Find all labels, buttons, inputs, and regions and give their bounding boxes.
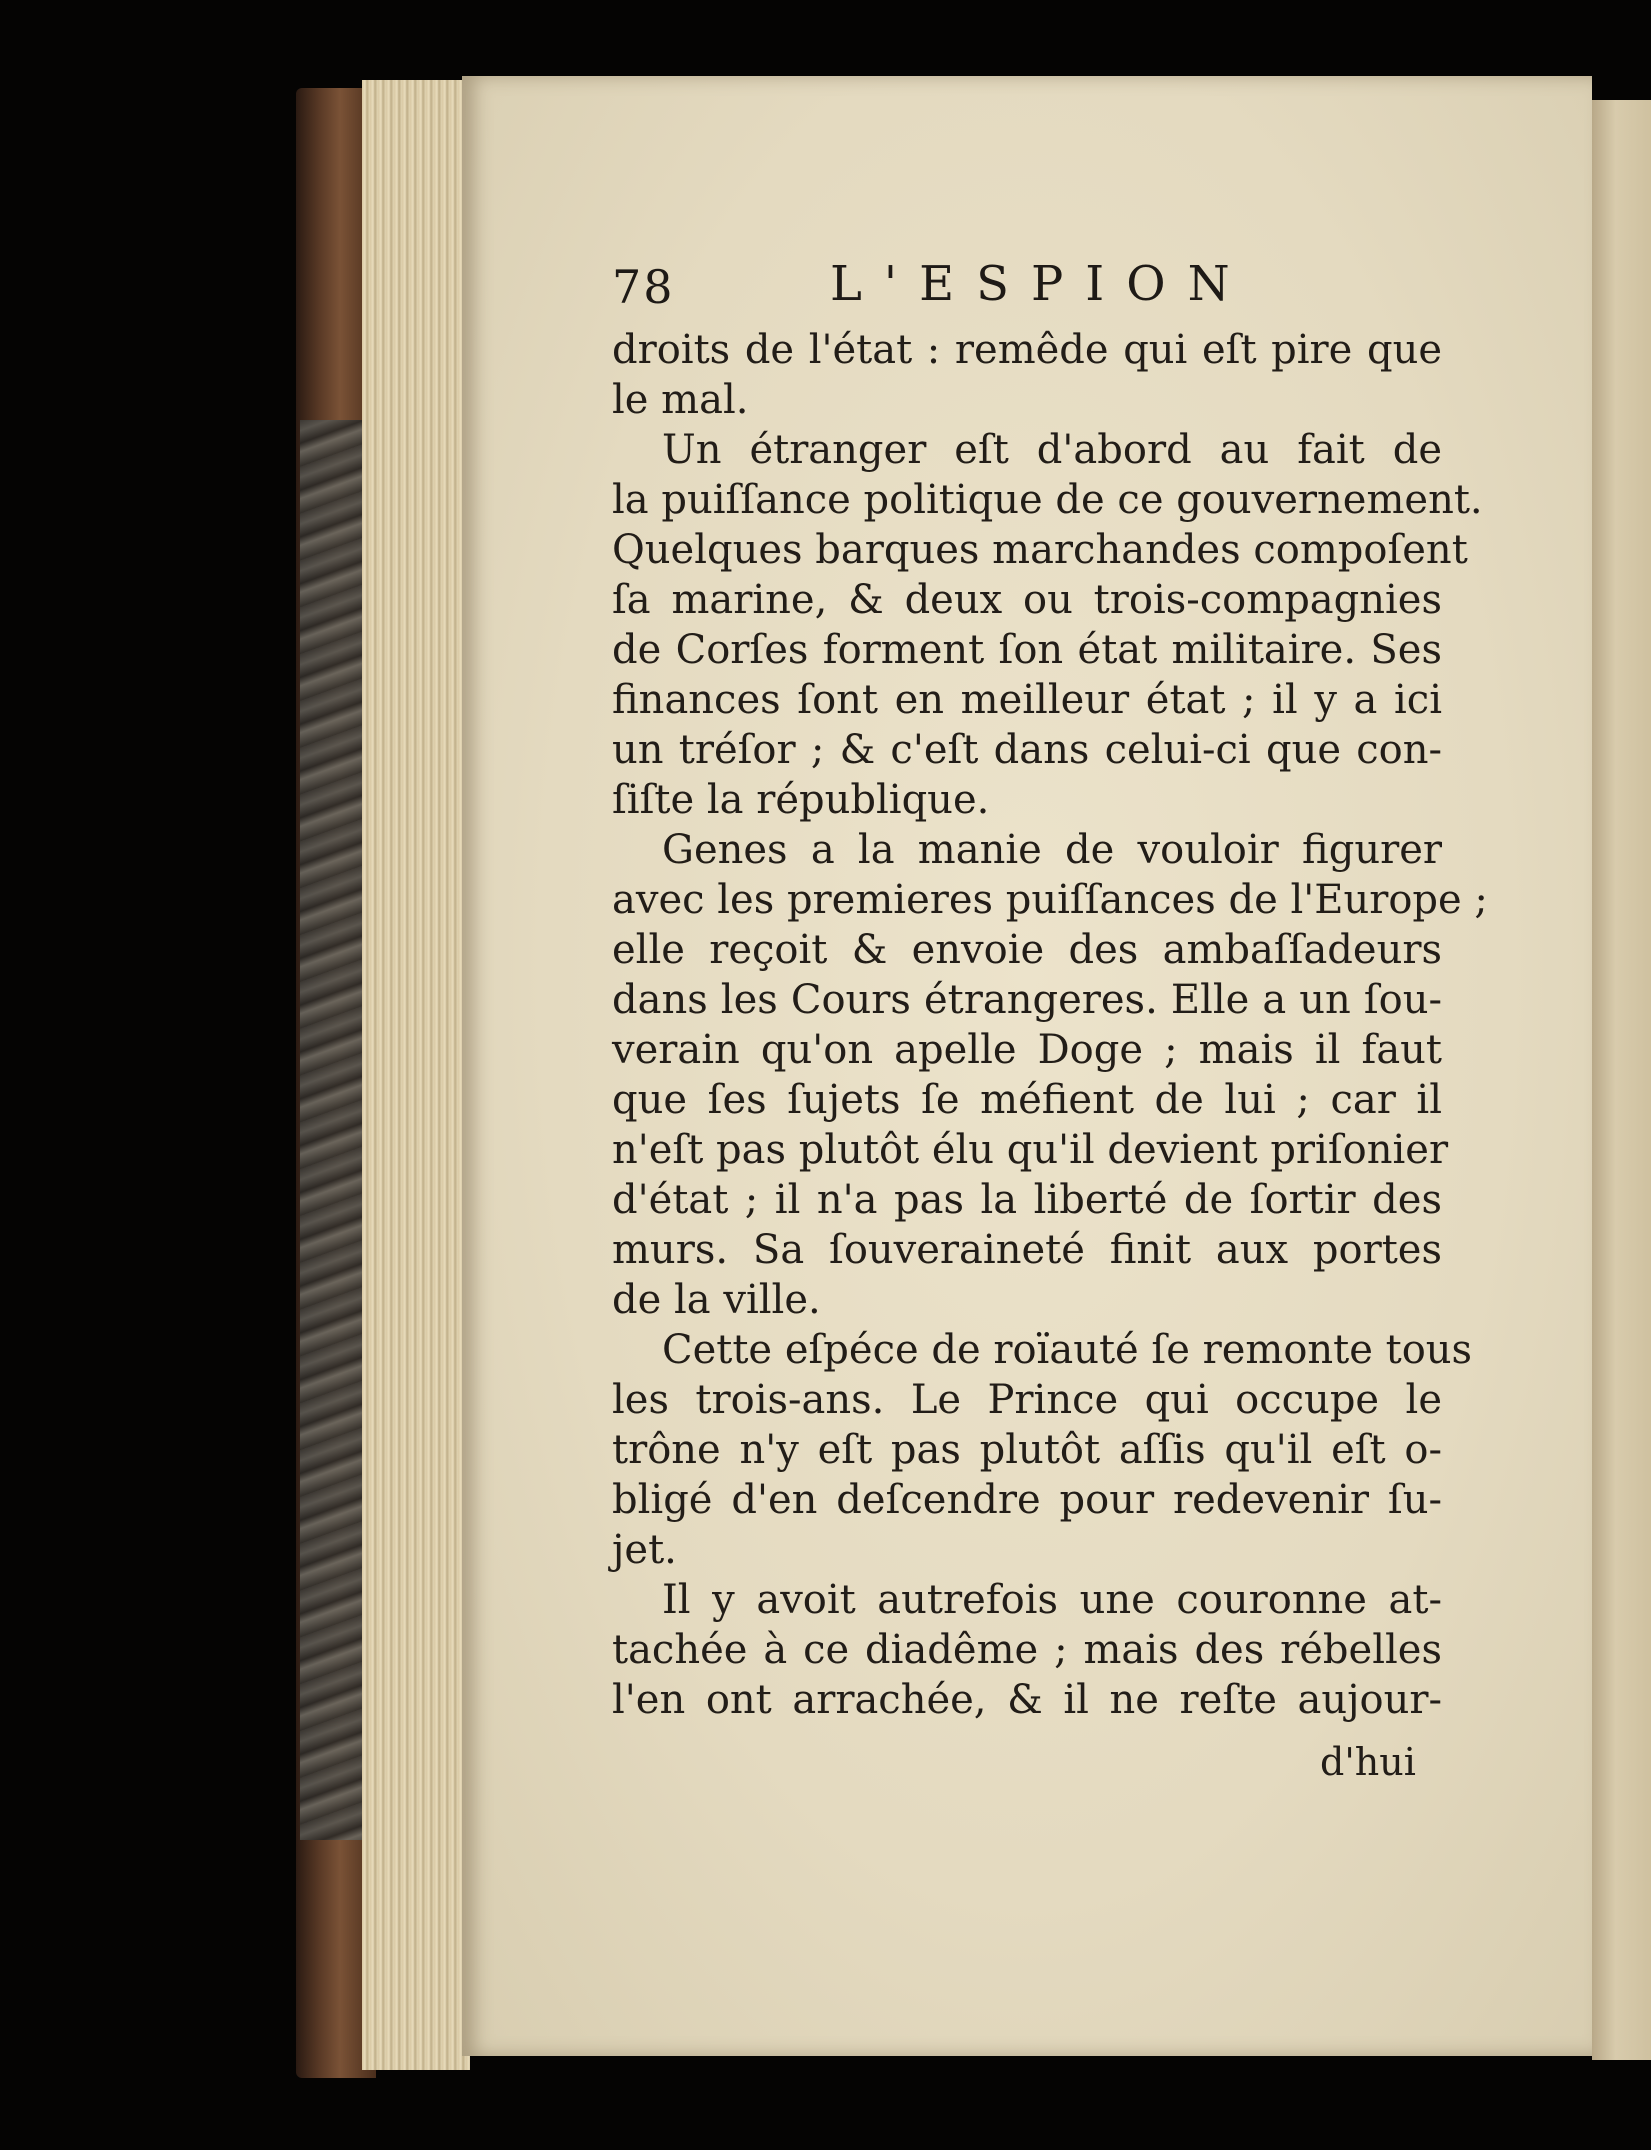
text-line: les trois-ans. Le Prince qui occupe le	[612, 1377, 1442, 1423]
text-line: elle reçoit & envoie des ambaſſadeurs	[612, 927, 1442, 973]
text-line: verain qu'on apelle Doge ; mais il faut	[612, 1027, 1442, 1073]
running-head: L'ESPION	[830, 256, 1252, 312]
text-line: murs. Sa ſouveraineté finit aux portes	[612, 1227, 1442, 1273]
marbled-cover	[300, 420, 362, 1840]
text-line: tachée à ce diadême ; mais des rébelles	[612, 1627, 1442, 1673]
page-number: 78	[612, 260, 675, 314]
text-line: n'eſt pas plutôt élu qu'il devient priſonier	[612, 1127, 1449, 1173]
text-line: trône n'y eſt pas plutôt aſſis qu'il eſt o-	[612, 1427, 1442, 1473]
text-line: Un étranger eſt d'abord au fait de	[662, 427, 1442, 473]
text-line: de la ville.	[612, 1277, 821, 1323]
text-line: l'en ont arrachée, & il ne reſte aujour-	[612, 1677, 1442, 1723]
text-line: dans les Cours étrangeres. Elle a un ſou-	[612, 977, 1442, 1023]
text-line: finances ſont en meilleur état ; il y a ici	[612, 677, 1442, 723]
text-line: un tréſor ; & c'eſt dans celui-ci que con-	[612, 727, 1442, 773]
text-line: la puiſſance politique de ce gouvernement.	[612, 477, 1483, 523]
text-line: avec les premieres puiſſances de l'Europe ;	[612, 877, 1488, 923]
text-line: Il y avoit autrefois une couronne at-	[662, 1577, 1442, 1623]
text-line: que ſes ſujets ſe méfient de lui ; car il	[612, 1077, 1442, 1123]
page-edges	[362, 80, 470, 2070]
text-line: jet.	[612, 1527, 677, 1573]
body-text	[612, 325, 1488, 1725]
text-line: Cette eſpéce de roïauté ſe remonte tous	[662, 1327, 1473, 1373]
facing-page-edge	[1592, 100, 1651, 2060]
text-line: droits de l'état : remêde qui eſt pire que	[612, 327, 1442, 373]
page-header	[612, 250, 1252, 320]
text-line: bligé d'en deſcendre pour redevenir ſu-	[612, 1477, 1442, 1523]
text-line: Genes a la manie de vouloir figurer	[662, 827, 1442, 873]
text-line: ſa marine, & deux ou trois-compagnies	[612, 577, 1442, 623]
text-line: Quelques barques marchandes compoſent	[612, 527, 1468, 573]
text-line: d'état ; il n'a pas la liberté de ſortir des	[612, 1177, 1442, 1223]
text-line: le mal.	[612, 377, 749, 423]
text-line: ſiſte la république.	[612, 777, 990, 823]
text-line: de Corſes forment ſon état militaire. Ses	[612, 627, 1442, 673]
catchword: d'hui	[1320, 1740, 1416, 1784]
